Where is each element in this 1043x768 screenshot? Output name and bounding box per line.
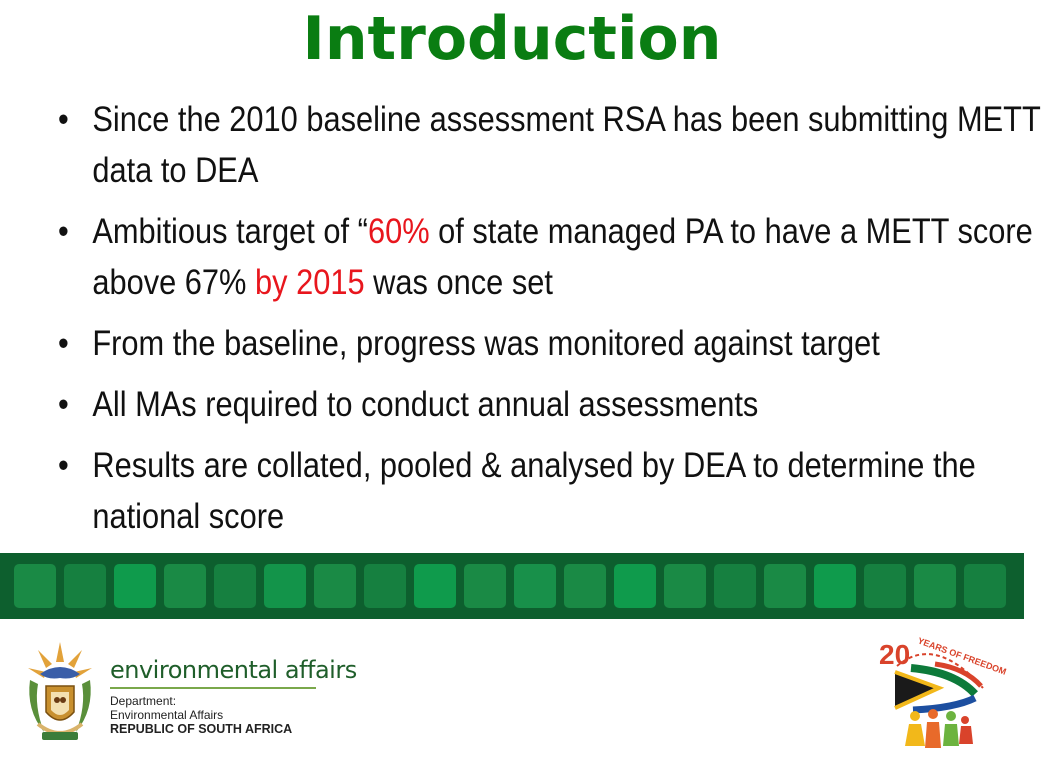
band-tile: [764, 564, 806, 608]
bullet-dot-icon: •: [58, 324, 69, 363]
bullet-dot-icon: •: [58, 446, 69, 485]
anniversary-number: 20: [879, 639, 911, 670]
bullet-item: [58, 318, 1043, 369]
bullet-text: Since the 2010 baseline assessment RSA has been submitting METT data to DEA: [92, 100, 1041, 190]
bullet-item: [58, 379, 1043, 430]
band-tile: [164, 564, 206, 608]
country-name: REPUBLIC OF SOUTH AFRICA: [110, 722, 293, 736]
bullet-dot-icon: •: [58, 385, 69, 424]
band-tile: [264, 564, 306, 608]
bullet-text: All MAs required to conduct annual assessments: [92, 385, 759, 424]
band-tile: [64, 564, 106, 608]
band-tile: [364, 564, 406, 608]
band-tile: [214, 564, 256, 608]
band-tile: [414, 564, 456, 608]
band-tile: [114, 564, 156, 608]
bullet-dot-icon: •: [58, 100, 69, 139]
department-label: Department:: [110, 694, 177, 708]
band-tile: [964, 564, 1006, 608]
bullet-item: [58, 206, 1043, 308]
band-tile: [714, 564, 756, 608]
department-name: environmental affairs: [110, 656, 316, 689]
slide-title: Introduction: [302, 4, 722, 74]
bullet-text: Ambitious target of “: [92, 212, 368, 251]
coat-of-arms-logo: [20, 640, 100, 750]
bullet-text: Results are collated, pooled & analysed by DEA to determine the national score: [92, 446, 976, 536]
bullet-list: [58, 94, 1041, 552]
band-tile: [464, 564, 506, 608]
band-tile: [314, 564, 356, 608]
bullet-item: [58, 94, 1043, 196]
band-tile: [914, 564, 956, 608]
decorative-band: [0, 553, 1024, 619]
department-branding: [110, 656, 357, 736]
bullet-text: was once set: [364, 263, 553, 302]
band-tile: [514, 564, 556, 608]
band-tile: [814, 564, 856, 608]
department-full-name: Environmental Affairs: [110, 708, 224, 722]
bullet-dot-icon: •: [58, 212, 69, 251]
bullet-highlight-text: 60%: [367, 212, 430, 251]
band-tile: [564, 564, 606, 608]
bullet-text: of state managed PA to have a METT score above 67%: [92, 212, 1033, 302]
band-tile: [14, 564, 56, 608]
anniversary-text: YEARS OF FREEDOM: [916, 635, 1008, 677]
bullet-highlight-text: by 2015: [255, 263, 365, 302]
bullet-text: From the baseline, progress was monitored against target: [92, 324, 880, 363]
twenty-years-freedom-logo: [875, 628, 1008, 763]
band-tile: [664, 564, 706, 608]
band-tile: [864, 564, 906, 608]
band-tile: [614, 564, 656, 608]
bullet-item: [58, 440, 1043, 542]
